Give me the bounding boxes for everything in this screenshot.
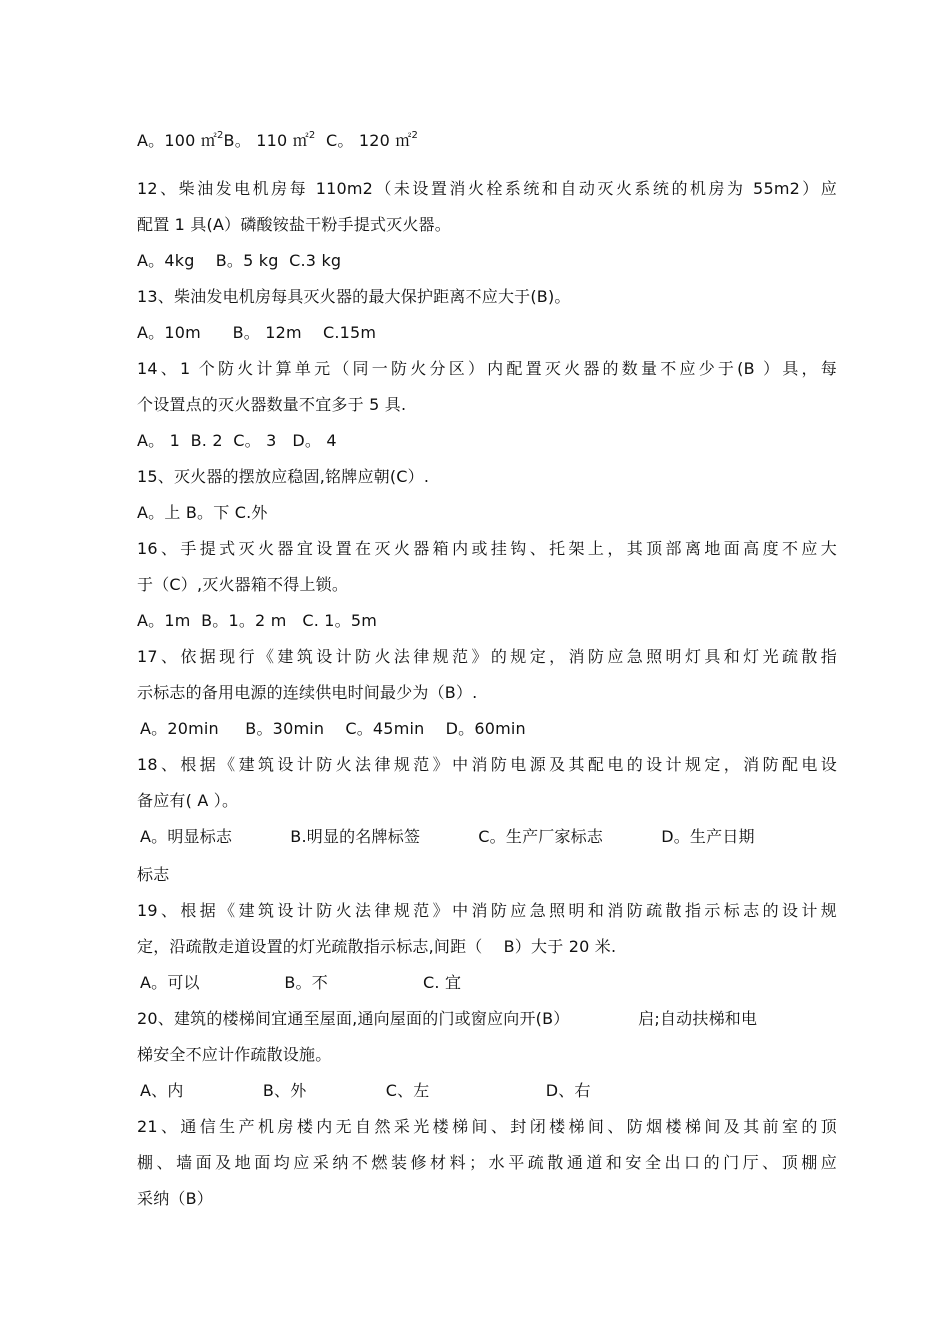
answer-options-line [137, 130, 418, 152]
question-18-options: A。明显标志 B.明显的名牌标签 C。生产厂家标志 D。生产日期 [140, 827, 755, 846]
question-20-line-1: 20、建筑的楼梯间宜通至屋面,通向屋面的门或窗应向开(B） 启;自动扶梯和电 [137, 1009, 758, 1028]
question-19-line-1: 19、根据《建筑设计防火法律规范》中消防应急照明和消防疏散指示标志的设计规 [137, 901, 837, 920]
unit-symbol: ㎡ [200, 131, 217, 150]
question-12-line-2: 配置 1 具(A）磷酸铵盐干粉手提式灭火器。 [137, 215, 451, 234]
question-13: 13、柴油发电机房每具灭火器的最大保护距离不应大于(B)。 [137, 287, 571, 306]
question-14-line-2: 个设置点的灭火器数量不宜多于 5 具. [137, 395, 407, 414]
question-12-line-1: 12、柴油发电机房每 110m2（未设置消火栓系统和自动灭火系统的机房为 55m2）应 [137, 179, 837, 198]
question-14-line-1: 14、1 个防火计算单元（同一防火分区）内配置灭火器的数量不应少于(B ）具，每 [137, 359, 837, 378]
question-18-line-1: 18、根据《建筑设计防火法律规范》中消防电源及其配电的设计规定，消防配电设 [137, 755, 837, 774]
question-17-options: A。20min B。30min C。45min D。60min [140, 719, 526, 738]
unit-symbol: ㎡ [395, 131, 412, 150]
question-15: 15、灭火器的摆放应稳固,铭牌应朝(C）. [137, 467, 430, 486]
question-21-line-2: 棚、墙面及地面均应采纳不燃装修材料；水平疏散通道和安全出口的门厅、顶棚应 [137, 1153, 837, 1172]
question-21-line-1: 21、通信生产机房楼内无自然采光楼梯间、封闭楼梯间、防烟楼梯间及其前室的顶 [137, 1117, 837, 1136]
unit-symbol: ㎡ [292, 131, 309, 150]
question-20-options: A、内 B、外 C、左 D、右 [140, 1081, 591, 1100]
question-16-line-1: 16、手提式灭火器宜设置在灭火器箱内或挂钩、托架上，其顶部离地面高度不应大 [137, 539, 837, 558]
question-15-options: A。上 B。下 C.外 [137, 503, 268, 522]
question-21-line-3: 采纳（B） [137, 1189, 213, 1208]
option-a-text: A。100 [137, 131, 201, 150]
option-c-text: C。 120 [315, 131, 396, 150]
superscript: 2 [308, 130, 316, 141]
superscript: 2 [411, 130, 419, 141]
question-17-line-2: 示标志的备用电源的连续供电时间最少为（B）. [137, 683, 478, 702]
question-19-line-2: 定，沿疏散走道设置的灯光疏散指示标志,间距（ B）大于 20 米. [137, 937, 617, 956]
question-18-options-cont: 标志 [137, 865, 170, 884]
question-18-line-2: 备应有( A ）。 [137, 791, 239, 810]
question-12-options: A。4kg B。5 kg C.3 kg [137, 251, 342, 270]
question-13-options: A。10m B。 12m C.15m [137, 323, 377, 342]
question-19-options: A。可以 B。不 C. 宜 [140, 973, 462, 992]
option-b-text: B。 110 [223, 131, 293, 150]
question-20-line-2: 梯安全不应计作疏散设施。 [137, 1045, 332, 1064]
question-14-options: A。 1 B. 2 C。 3 D。 4 [137, 431, 337, 450]
question-16-options: A。1m B。1。2 m C. 1。5m [137, 611, 378, 630]
question-16-line-2: 于（C）,灭火器箱不得上锁。 [137, 575, 349, 594]
superscript: 2 [216, 130, 224, 141]
question-17-line-1: 17、依据现行《建筑设计防火法律规范》的规定，消防应急照明灯具和灯光疏散指 [137, 647, 837, 666]
